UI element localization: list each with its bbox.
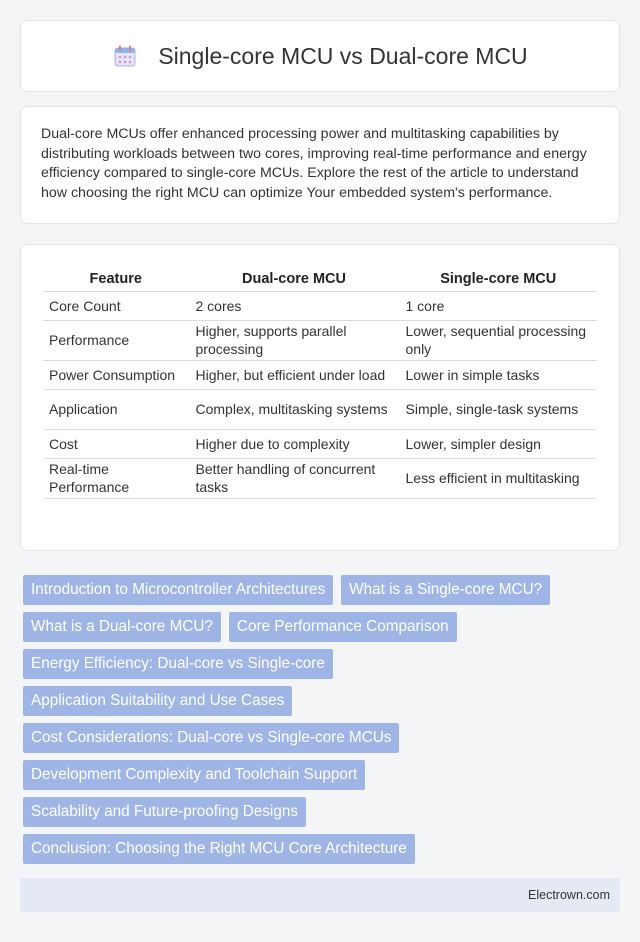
table-row — [43, 320, 597, 360]
title-card — [20, 20, 620, 92]
table-row — [43, 360, 597, 389]
table-cell: Better handling of concurrent tasks — [189, 458, 399, 498]
table-header-dual-core: Dual-core MCU — [189, 261, 399, 291]
tag-link[interactable]: Introduction to Microcontroller Architectures — [23, 575, 333, 605]
tag-row — [23, 649, 623, 679]
table-row — [43, 389, 597, 429]
table-cell: Higher, but efficient under load — [189, 360, 399, 389]
table-cell: Simple, single-task systems — [399, 389, 597, 429]
table-header-feature: Feature — [43, 261, 189, 291]
tag-row — [23, 723, 623, 753]
tag-row — [23, 575, 623, 605]
page-title: Single-core MCU vs Dual-core MCU — [158, 42, 528, 69]
tag-link[interactable]: Core Performance Comparison — [229, 612, 457, 642]
footer — [20, 878, 620, 912]
tag-link[interactable]: Energy Efficiency: Dual-core vs Single-core — [23, 649, 333, 679]
tag-link[interactable]: Conclusion: Choosing the Right MCU Core Architecture — [23, 834, 415, 864]
intro-card — [20, 106, 620, 224]
table-cell: Core Count — [43, 291, 189, 320]
comparison-table — [43, 261, 597, 499]
table-cell: Higher, supports parallel processing — [189, 320, 399, 360]
table-row — [43, 429, 597, 458]
table-cell: Less efficient in multitasking — [399, 458, 597, 498]
table-cell: Performance — [43, 320, 189, 360]
tag-link[interactable]: Scalability and Future-proofing Designs — [23, 797, 306, 827]
table-cell: 1 core — [399, 291, 597, 320]
table-cell: Complex, multitasking systems — [189, 389, 399, 429]
table-row — [43, 458, 597, 498]
table-cell: Real-time Performance — [43, 458, 189, 498]
topic-tags — [23, 575, 623, 871]
footer-site-name: Electrown.com — [528, 888, 610, 902]
table-cell: Power Consumption — [43, 360, 189, 389]
tag-link[interactable]: Application Suitability and Use Cases — [23, 686, 292, 716]
table-cell: Higher due to complexity — [189, 429, 399, 458]
comparison-table-card — [20, 244, 620, 551]
table-cell: Lower, simpler design — [399, 429, 597, 458]
table-cell: Lower, sequential processing only — [399, 320, 597, 360]
table-cell: Lower in simple tasks — [399, 360, 597, 389]
table-row — [43, 291, 597, 320]
calendar-icon — [112, 43, 138, 69]
table-cell: Application — [43, 389, 189, 429]
tag-row — [23, 760, 623, 790]
tag-link[interactable]: Cost Considerations: Dual-core vs Single-core MCUs — [23, 723, 399, 753]
table-cell: Cost — [43, 429, 189, 458]
table-header-row — [43, 261, 597, 291]
tag-row — [23, 686, 623, 716]
tag-row — [23, 797, 623, 827]
tag-row — [23, 834, 623, 864]
tag-link[interactable]: What is a Single-core MCU? — [341, 575, 550, 605]
table-header-single-core: Single-core MCU — [399, 261, 597, 291]
tag-link[interactable]: Development Complexity and Toolchain Support — [23, 760, 365, 790]
intro-paragraph: Dual-core MCUs offer enhanced processing power and multitasking capabilities by distributing workloads between two cores, improving real-time performance and energy efficiency compared to single-core MCUs. Explore the rest of the article to understand how choosing the right MCU can optimize Your embedded system's performance. — [41, 126, 587, 201]
tag-row — [23, 612, 623, 642]
table-cell: 2 cores — [189, 291, 399, 320]
tag-link[interactable]: What is a Dual-core MCU? — [23, 612, 221, 642]
